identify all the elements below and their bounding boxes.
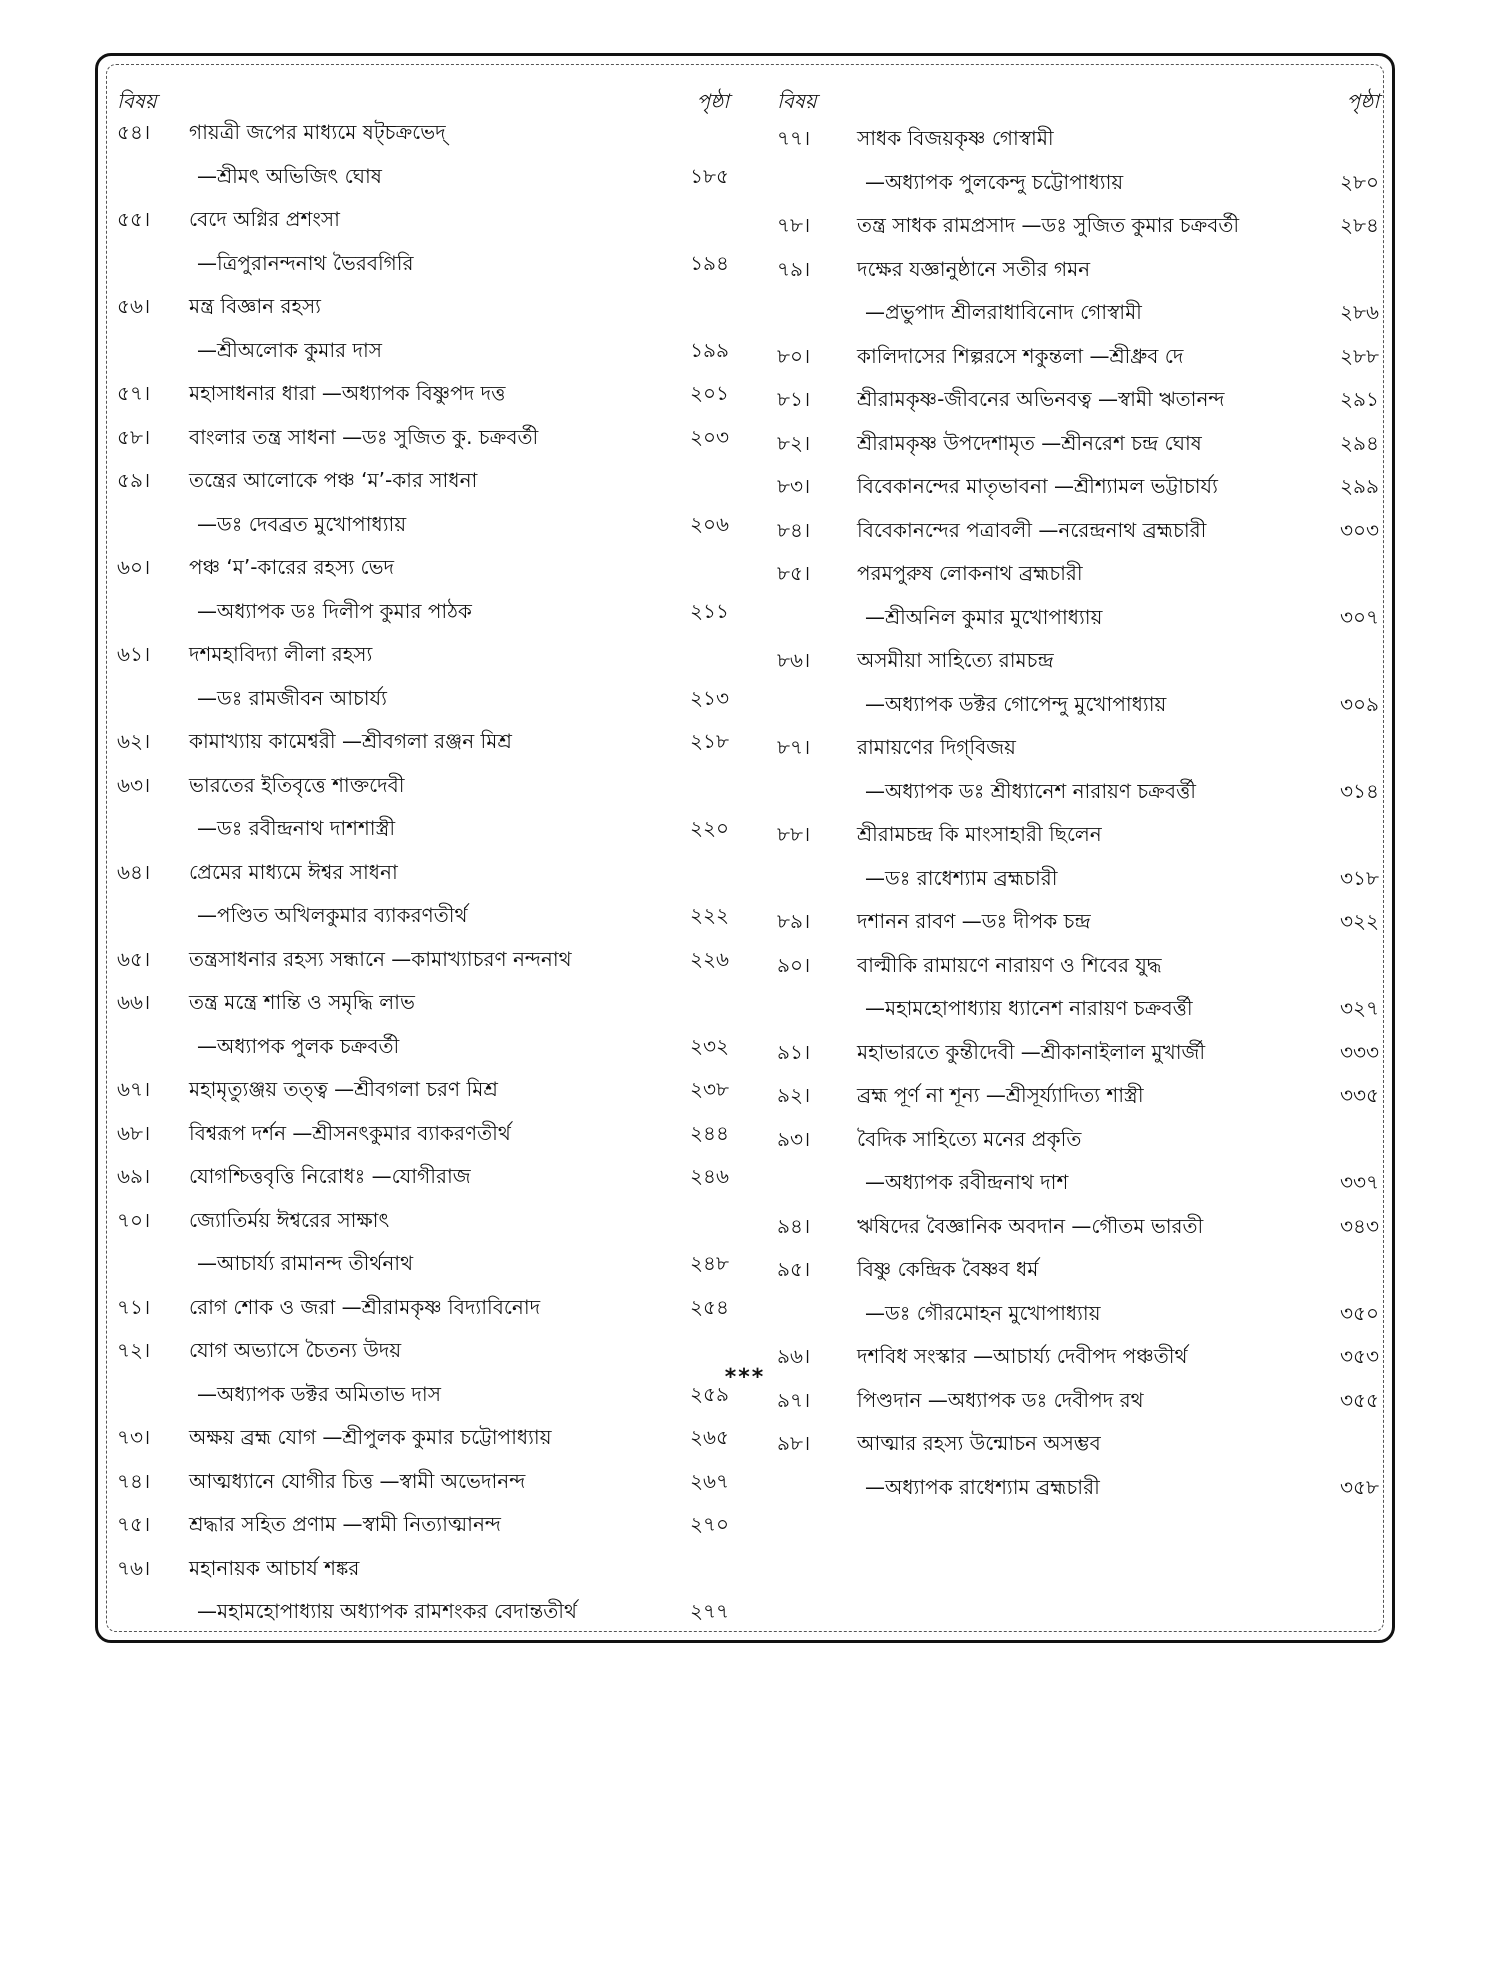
toc-entry [117,546,729,633]
entry-page-number: ৩৫৩ [1340,1344,1379,1368]
entry-page-number: ২৪৮ [690,1251,729,1275]
toc-entry [777,1205,1379,1249]
entry-page-number: ৩৫৫ [1340,1387,1379,1412]
toc-entry-line [117,764,729,808]
entry-title: তন্ত্রের আলোকে পঞ্চ ‘ম’-কার সাধনা [189,468,478,492]
entry-page-number: ৩৩৭ [1339,1170,1379,1194]
entry-title: তন্ত্র সাধক রামপ্রসাদ —ডঃ সুজিত কুমার চক্রবর্তী [857,213,1240,237]
entry-author: —প্রভুপাদ শ্রীলরাধাবিনোদ গোস্বামী [865,300,1142,324]
toc-entry [117,981,729,1068]
entry-number: ৯২। [777,1083,811,1107]
entry-page-number: ১৮৫ [690,163,729,188]
toc-entry-line [117,546,729,590]
end-separator: *** [724,1365,766,1390]
toc-entry-line [117,285,729,329]
entry-number: ৭৫। [117,1512,151,1536]
toc-entry-line [777,552,1379,596]
toc-entry-author-line [117,894,729,938]
entry-page-number: ২৭৭ [689,1599,729,1623]
entry-number: ৬৮। [117,1120,151,1145]
entry-page-number: ২৮০ [1340,169,1379,194]
entry-title: বিবেকানন্দের পত্রাবলী —নরেন্দ্রনাথ ব্রহ্মচারী [857,517,1207,542]
inner-border [106,64,1384,1632]
entry-title: মহানায়ক আচার্য শঙ্কর [189,1555,360,1580]
subject-label: বিষয় [117,89,157,113]
entry-author: —অধ্যাপক পুলকেন্দু চট্টোপাধ্যায় [865,169,1124,194]
entry-number: ৬০। [117,555,151,579]
entry-page-number: ২০৬ [689,511,729,536]
entry-title: দশমহাবিদ্যা লীলা রহস্য [189,642,373,666]
entry-number: ৭৭। [777,126,811,150]
toc-entry [777,1074,1379,1118]
toc-column-left [117,65,729,1634]
toc-entry [117,372,729,416]
entry-page-number: ২৭০ [689,1512,729,1536]
entry-page-number: ২৩২ [689,1033,729,1058]
toc-entry [777,1118,1379,1205]
toc-entry-author-line [777,291,1379,335]
entry-author: —শ্রীঅনিল কুমার মুখোপাধ্যায় [865,604,1103,629]
toc-entry [117,938,729,982]
entry-title: কালিদাসের শিল্পরসে শকুন্তলা —শ্রীধ্রুব দে [857,343,1184,368]
entry-title: সাধক বিজয়কৃষ্ণ গোস্বামী [857,126,1054,150]
toc-entry-line [117,938,729,982]
toc-entry-author-line [777,857,1379,901]
toc-entry-line [117,459,729,503]
entry-title: শ্রীরামচন্দ্র কি মাংসাহারী ছিলেন [857,822,1102,846]
toc-entry-line [117,1199,729,1243]
entry-page-number: ২১১ [690,598,729,623]
toc-entry [117,1199,729,1286]
toc-entry [117,416,729,460]
toc-entry [117,459,729,546]
entry-author: —মহামহোপাধ্যায় ধ্যানেশ নারায়ণ চক্রবর্ত্তী [865,996,1193,1020]
toc-entry [117,851,729,938]
entry-number: ৫৯। [117,468,151,492]
entry-title: আত্মধ্যানে যোগীর চিত্ত —স্বামী অভেদানন্দ [189,1468,526,1493]
entry-title: যোগশ্চিত্তবৃত্তি নিরোধঃ —যোগীরাজ [189,1164,471,1188]
entry-title: রোগ শোক ও জরা —শ্রীরামকৃষ্ণ বিদ্যাবিনোদ [189,1294,541,1319]
toc-entry-line [117,198,729,242]
toc-column-right [777,65,1379,1509]
entry-number: ৯৮। [777,1431,811,1455]
entry-page-number: ৩০৯ [1340,691,1379,716]
entry-number: ৬২। [117,729,151,753]
entry-number: ৯৬। [777,1344,811,1368]
entry-title: মহাসাধনার ধারা —অধ্যাপক বিষ্ণুপদ দত্ত [189,381,506,405]
toc-entry [117,1547,729,1634]
toc-entry-author-line [777,1161,1379,1205]
toc-entry-line [777,1248,1379,1292]
toc-entry-line [777,422,1379,466]
entry-page-number: ৩০৩ [1339,517,1379,542]
entry-page-number: ২৯৪ [1340,430,1379,455]
entry-number: ৮৫। [777,561,811,585]
toc-entry-line [117,981,729,1025]
toc-entry [117,285,729,372]
entry-title: তন্ত্রসাধনার রহস্য সন্ধানে —কামাখ্যাচরণ নন্দনাথ [189,946,572,971]
entry-page-number: ৩৩৫ [1340,1083,1379,1107]
toc-entry-author-line [777,683,1379,727]
toc-entry [777,900,1379,944]
entry-author: —অধ্যাপক ডঃ দিলীপ কুমার পাঠক [197,598,472,623]
entry-page-number: ৩২৭ [1339,996,1379,1020]
entry-title: দশানন রাবণ —ডঃ দীপক চন্দ্র [857,909,1091,933]
toc-entry-author-line [117,1590,729,1634]
entry-title: ঋষিদের বৈজ্ঞানিক অবদান —গৌতম ভারতী [857,1213,1204,1238]
entry-page-number: ২১৩ [690,685,729,710]
entry-title: বিশ্বরূপ দর্শন —শ্রীসনৎকুমার ব্যাকরণতীর্থ [189,1120,511,1145]
entry-number: ৯৪। [777,1213,811,1238]
entry-title: রামায়ণের দিগ্‌বিজয় [857,735,1016,759]
entry-page-number: ১৯৪ [690,250,729,275]
toc-entry-line [117,851,729,895]
toc-entry [777,726,1379,813]
entry-title: দক্ষের যজ্ঞানুষ্ঠানে সতীর গমন [857,256,1091,281]
toc-entry [777,1422,1379,1509]
entry-author: —মহামহোপাধ্যায় অধ্যাপক রামশংকর বেদান্ততীর্থ [197,1599,577,1623]
entry-author: —ত্রিপুরানন্দনাথ ভৈরবগিরি [197,250,414,275]
entry-page-number: ২২২ [689,903,729,927]
entry-page-number: ৩১৪ [1340,778,1379,803]
toc-entry-author-line [117,329,729,373]
toc-entry-line [777,1074,1379,1118]
entry-number: ৮০। [777,343,811,368]
toc-entry-line [777,726,1379,770]
toc-entry [777,117,1379,204]
page-label: পৃষ্ঠা [696,89,729,113]
entry-number: ৬৪। [117,859,151,884]
toc-entry-line [777,335,1379,379]
entry-title: বেদে অগ্নির প্রশংসা [189,207,340,231]
entry-title: পঞ্চ ‘ম’-কারের রহস্য ভেদ [189,555,395,579]
toc-entry-line [777,1422,1379,1466]
toc-entry [117,1155,729,1199]
page-border [95,53,1395,1643]
entry-page-number: ২২০ [689,816,729,840]
entry-page-number: ২৮৪ [1340,213,1379,237]
toc-entry [777,335,1379,379]
entry-page-number: ২৩৮ [690,1077,729,1101]
toc-entry-author-line [777,1292,1379,1336]
toc-entry-line [117,1155,729,1199]
toc-list-left [117,111,729,1634]
entry-title: বিষ্ণু কেন্দ্রিক বৈষ্ণব ধর্ম [857,1257,1039,1281]
entry-number: ৫৫। [117,207,151,231]
entry-number: ৭৯। [777,256,811,281]
toc-entry-line [117,372,729,416]
entry-page-number: ২৫৯ [690,1381,729,1406]
entry-author: —অধ্যাপক ডক্টর অমিতাভ দাস [197,1381,441,1406]
entry-number: ৫৮। [117,424,151,449]
toc-entry-line [777,117,1379,161]
entry-title: মহাভারতে কুন্তীদেবী —শ্রীকানাইলাল মুখার্জী [857,1039,1206,1064]
toc-entry-author-line [117,155,729,199]
entry-number: ৬৭। [117,1077,151,1101]
entry-title: কামাখ্যায় কামেশ্বরী —শ্রীবগলা রঞ্জন মিশ্র [189,729,512,753]
entry-number: ৯০। [777,952,811,977]
entry-number: ৯৭। [777,1387,811,1412]
entry-author: —শ্রীঅলোক কুমার দাস [197,337,382,362]
entry-author: —ডঃ রামজীবন আচার্য্য [197,685,387,710]
entry-number: ৭০। [117,1207,151,1232]
toc-entry-line [117,111,729,155]
toc-entry [777,422,1379,466]
entry-page-number: ২৫৪ [690,1294,729,1319]
toc-entry-line [777,465,1379,509]
entry-number: ৭৬। [117,1555,151,1580]
entry-page-number: ২৯৯ [1340,474,1379,498]
entry-author: —শ্রীমৎ অভিজিৎ ঘোষ [197,163,382,188]
toc-entry-line [777,248,1379,292]
entry-title: মহামৃত্যুঞ্জয় তত্ত্ব —শ্রীবগলা চরণ মিশ্র [189,1077,498,1101]
toc-entry-author-line [777,770,1379,814]
entry-title: বৈদিক সাহিত্যে মনের প্রকৃতি [857,1126,1082,1151]
toc-entry [777,639,1379,726]
toc-entry-author-line [117,503,729,547]
toc-entry [777,509,1379,553]
toc-entry-line [117,1286,729,1330]
entry-title: জ্যোতির্ময় ঈশ্বরের সাক্ষাৎ [189,1207,390,1232]
toc-entry [117,764,729,851]
entry-number: ৫৭। [117,381,151,405]
toc-entry [777,378,1379,422]
toc-entry-line [777,900,1379,944]
entry-number: ৭৪। [117,1468,151,1493]
entry-author: —অধ্যাপক ডক্টর গোপেন্দু মুখোপাধ্যায় [865,691,1167,716]
entry-title: ব্রহ্ম পূর্ণ না শূন্য —শ্রীসূর্য্যাদিত্য শাস্ত্রী [857,1083,1144,1107]
toc-entry [117,633,729,720]
entry-page-number: ২০৩ [689,424,729,449]
entry-page-number: ২৬৭ [689,1468,729,1493]
entry-number: ৮৯। [777,909,811,933]
entry-number: ৭৩। [117,1425,151,1449]
toc-entry-author-line [777,161,1379,205]
entry-number: ৯১। [777,1039,811,1064]
entry-page-number: ৩১৮ [1340,865,1379,890]
entry-author: —ডঃ রাধেশ্যাম ব্রহ্মচারী [865,865,1058,890]
toc-entry [117,1503,729,1547]
toc-entry-author-line [117,677,729,721]
toc-entry [117,198,729,285]
toc-entry [117,1286,729,1330]
toc-entry [777,552,1379,639]
toc-entry-line [777,813,1379,857]
entry-title: প্রেমের মাধ্যমে ঈশ্বর সাধনা [189,859,398,884]
entry-author: —অধ্যাপক রাধেশ্যাম ব্রহ্মচারী [865,1474,1100,1499]
entry-page-number: ২৮৬ [1340,300,1379,324]
entry-title: বাংলার তন্ত্র সাধনা —ডঃ সুজিত কু. চক্রবর্তী [189,424,539,449]
page-label: পৃষ্ঠা [1346,89,1379,113]
entry-page-number: ৩৪৩ [1340,1213,1379,1238]
entry-number: ৮৪। [777,517,811,542]
toc-entry-author-line [777,596,1379,640]
entry-title: মন্ত্র বিজ্ঞান রহস্য [189,294,321,318]
toc-entry [777,204,1379,248]
toc-entry-line [117,1503,729,1547]
entry-title: পরমপুরুষ লোকনাথ ব্রহ্মচারী [857,561,1083,585]
toc-entry-line [777,204,1379,248]
entry-number: ৬১। [117,642,151,666]
toc-entry [117,1112,729,1156]
entry-title: তন্ত্র মন্ত্রে শান্তি ও সমৃদ্ধি লাভ [189,990,415,1014]
column-header [117,65,729,111]
entry-page-number: ২৪৪ [690,1120,729,1145]
toc-entry [777,248,1379,335]
entry-author: —আচার্য্য রামানন্দ তীর্থনাথ [197,1251,414,1275]
subject-label: বিষয় [777,89,817,113]
entry-author: —ডঃ গৌরমোহন মুখোপাধ্যায় [865,1300,1101,1325]
entry-title: দশবিধ সংস্কার —আচার্য্য দেবীপদ পঞ্চতীর্থ [857,1344,1188,1368]
toc-entry [117,720,729,764]
entry-number: ৬৫। [117,946,151,971]
entry-author: —অধ্যাপক রবীন্দ্রনাথ দাশ [865,1170,1069,1194]
toc-entry [777,1248,1379,1335]
entry-author: —ডঃ দেবব্রত মুখোপাধ্যায় [197,511,407,536]
entry-page-number: ৩২২ [1339,909,1379,933]
entry-page-number: ২৯১ [1340,387,1379,411]
entry-number: ৮২। [777,430,811,455]
toc-entry-line [777,509,1379,553]
toc-entry-line [117,1547,729,1591]
toc-entry [777,813,1379,900]
toc-entry-line [777,1031,1379,1075]
entry-number: ৬৯। [117,1164,151,1188]
toc-entry-line [117,1416,729,1460]
entry-page-number: ২৪৬ [690,1164,729,1188]
entry-page-number: ৩৫৮ [1340,1474,1379,1499]
entry-number: ৭৮। [777,213,811,237]
entry-title: পিণ্ডদান —অধ্যাপক ডঃ দেবীপদ রথ [857,1387,1144,1412]
toc-list-right [777,117,1379,1509]
entry-title: যোগ অভ্যাসে চৈতন্য উদয় [189,1338,402,1362]
toc-entry-line [117,720,729,764]
toc-entry-line [117,416,729,460]
toc-entry-line [117,1068,729,1112]
entry-title: বাল্মীকি রামায়ণে নারায়ণ ও শিবের যুদ্ধ [857,952,1162,977]
entry-title: বিবেকানন্দের মাতৃভাবনা —শ্রীশ্যামল ভট্টাচার্য্য [857,474,1218,498]
toc-entry-line [777,378,1379,422]
toc-entry [777,944,1379,1031]
entry-number: ৫৬। [117,294,151,318]
toc-entry-author-line [777,987,1379,1031]
toc-entry-line [117,1460,729,1504]
entry-number: ৮১। [777,387,811,411]
column-header [777,65,1379,111]
entry-number: ৮৩। [777,474,811,498]
entry-page-number: ২১৮ [690,729,729,753]
entry-page-number: ৩৫০ [1340,1300,1379,1325]
entry-title: ভারতের ইতিবৃত্তে শাক্তদেবী [189,772,405,797]
entry-page-number: ৩৩৩ [1339,1039,1379,1064]
entry-number: ৬৩। [117,772,151,797]
entry-author: —পণ্ডিত অখিলকুমার ব্যাকরণতীর্থ [197,903,468,927]
toc-entry-line [117,633,729,677]
toc-entry [117,111,729,198]
toc-entry-line [777,1205,1379,1249]
entry-number: ৯৫। [777,1257,811,1281]
toc-entry-author-line [117,242,729,286]
entry-title: অক্ষয় ব্রহ্ম যোগ —শ্রীপুলক কুমার চট্টোপাধ্যায় [189,1425,552,1449]
entry-number: ৬৬। [117,990,151,1014]
entry-number: ৭২। [117,1338,151,1362]
entry-title: অসমীয়া সাহিত্যে রামচন্দ্র [857,648,1054,672]
toc-entry-author-line [117,1025,729,1069]
entry-number: ৮৬। [777,648,811,672]
entry-page-number: ২২৬ [689,946,729,971]
entry-title: শ্রদ্ধার সহিত প্রণাম —স্বামী নিত্যাত্মানন্দ [189,1512,501,1536]
toc-entry-line [777,1118,1379,1162]
entry-number: ৭১। [117,1294,151,1319]
toc-entry-line [777,944,1379,988]
toc-entry-line [777,639,1379,683]
entry-title: গায়ত্রী জপের মাধ্যমে ষট্চক্রভেদ্ [189,120,446,144]
toc-entry-author-line [117,807,729,851]
entry-page-number: ২৮৮ [1340,343,1379,368]
entry-author: —ডঃ রবীন্দ্রনাথ দাশশাস্ত্রী [197,816,396,840]
toc-entry [777,1031,1379,1075]
entry-page-number: ২৬৫ [690,1425,729,1449]
entry-author: —অধ্যাপক পুলক চক্রবর্তী [197,1033,400,1058]
entry-page-number: ১৯৯ [690,337,729,362]
toc-entry-line [117,1112,729,1156]
entry-number: ৯৩। [777,1126,811,1151]
toc-entry [117,1416,729,1460]
entry-title: শ্রীরামকৃষ্ণ-জীবনের অভিনবত্ব —স্বামী ঋতানন্দ [857,387,1225,411]
toc-entry [777,465,1379,509]
entry-page-number: ৩০৭ [1339,604,1379,629]
toc-entry-author-line [117,1242,729,1286]
toc-entry-author-line [117,590,729,634]
entry-number: ৮৭। [777,735,811,759]
entry-title: আত্মার রহস্য উন্মোচন অসম্ভব [857,1431,1101,1455]
entry-title: শ্রীরামকৃষ্ণ উপদেশামৃত —শ্রীনরেশ চন্দ্র ঘোষ [857,430,1202,455]
entry-number: ৮৮। [777,822,811,846]
entry-page-number: ২০১ [690,381,729,405]
toc-entry [117,1460,729,1504]
entry-author: —অধ্যাপক ডঃ শ্রীধ্যানেশ নারায়ণ চক্রবর্ত্তী [865,778,1197,803]
toc-entry-author-line [777,1466,1379,1510]
entry-number: ৫৪। [117,120,151,144]
toc-entry [117,1068,729,1112]
